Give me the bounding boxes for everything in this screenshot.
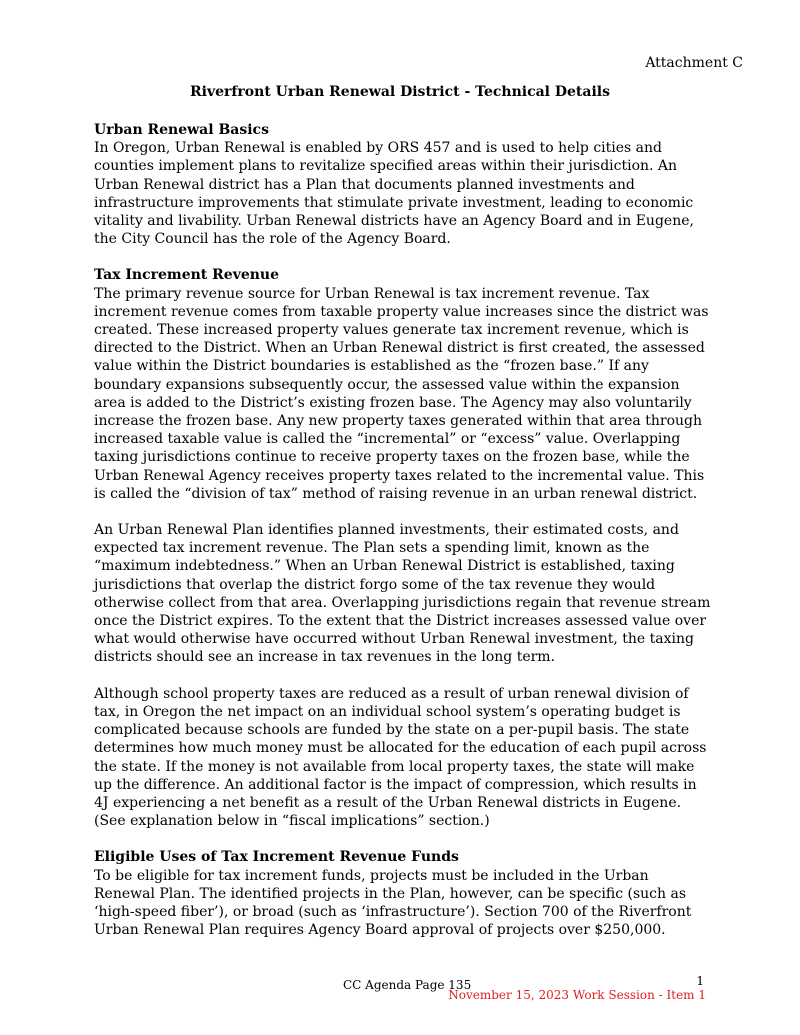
- document-title: Riverfront Urban Renewal District - Technical Details: [190, 84, 610, 100]
- work-session-stamp: November 15, 2023 Work Session - Item 1: [448, 988, 706, 1002]
- attachment-label: Attachment C: [645, 55, 743, 71]
- agenda-page-footer: CC Agenda Page 135: [343, 978, 472, 992]
- section-heading-eligible-uses: Eligible Uses of Tax Increment Revenue Funds: [94, 849, 459, 866]
- paragraph-eligible-uses: To be eligible for tax increment funds, projects must be included in the Urban Renewal Plan. The identified projects in the Plan, however, can be specific (such as ‘high-speed fiber’), or broad (such as ‘infrastructure’). Section 700 of the Riverfront Urban Renewal Plan requires Agency Board approval of projects over $250,000.: [94, 867, 692, 939]
- paragraph-basics: In Oregon, Urban Renewal is enabled by ORS 457 and is used to help cities and counties implement plans to revitalize specified areas within their jurisdiction. An Urban Renewal district has a Plan that documents planned investments and infrastructure improvements that stimulate private investment, leading to economic vitality and livability. Urban Renewal districts have an Agency Board and in Eugene, the City Council has the role of the Agency Board.: [94, 140, 694, 248]
- page-number: 1: [696, 974, 704, 988]
- paragraph-tax-increment-2: An Urban Renewal Plan identifies planned investments, their estimated costs, and expected tax increment revenue. The Plan sets a spending limit, known as the “maximum indebtedness.” When an Urban Renewal District is established, taxing jurisdictions that overlap the district forgo some of the tax revenue they would otherwise collect from that area. Overlapping jurisdictions regain that revenue stream once the District expires. To the extent that the District increases assessed value over what would otherwise have occurred without Urban Renewal investment, the taxing districts should see an increase in tax revenues in the long term.: [94, 522, 711, 666]
- paragraph-tax-increment-3: Although school property taxes are reduced as a result of urban renewal division of tax, in Oregon the net impact on an individual school system’s operating budget is complicated because schools are funded by the state on a per-pupil basis. The state determines how much money must be allocated for the education of each pupil across the state. If the money is not available from local property taxes, the state will make up the difference. An additional factor is the impact of compression, which results in 4J experiencing a net benefit as a result of the Urban Renewal districts in Eugene. (See explanation below in “fiscal implications” section.): [94, 685, 707, 830]
- section-heading-tax-increment: Tax Increment Revenue: [94, 267, 279, 284]
- section-heading-basics: Urban Renewal Basics: [94, 122, 269, 138]
- document-body: [94, 121, 714, 939]
- paragraph-tax-increment-1: The primary revenue source for Urban Renewal is tax increment revenue. Tax increment revenue comes from taxable property value increases since the district was created. These increased property values generate tax increment revenue, which is directed to the District. When an Urban Renewal district is first created, the assessed value within the District boundaries is established as the “frozen base.” If any boundary expansions subsequently occur, the assessed value within the expansion area is added to the District’s existing frozen base. The Agency may also voluntarily increase the frozen base. Any new property taxes generated within that area through increased taxable value is called the “incremental” or “excess” value. Overlapping taxing jurisdictions continue to receive property taxes on the frozen base, while the Urban Renewal Agency receives property taxes related to the incremental value. This is called the “division of tax” method of raising revenue in an urban renewal district.: [94, 285, 709, 502]
